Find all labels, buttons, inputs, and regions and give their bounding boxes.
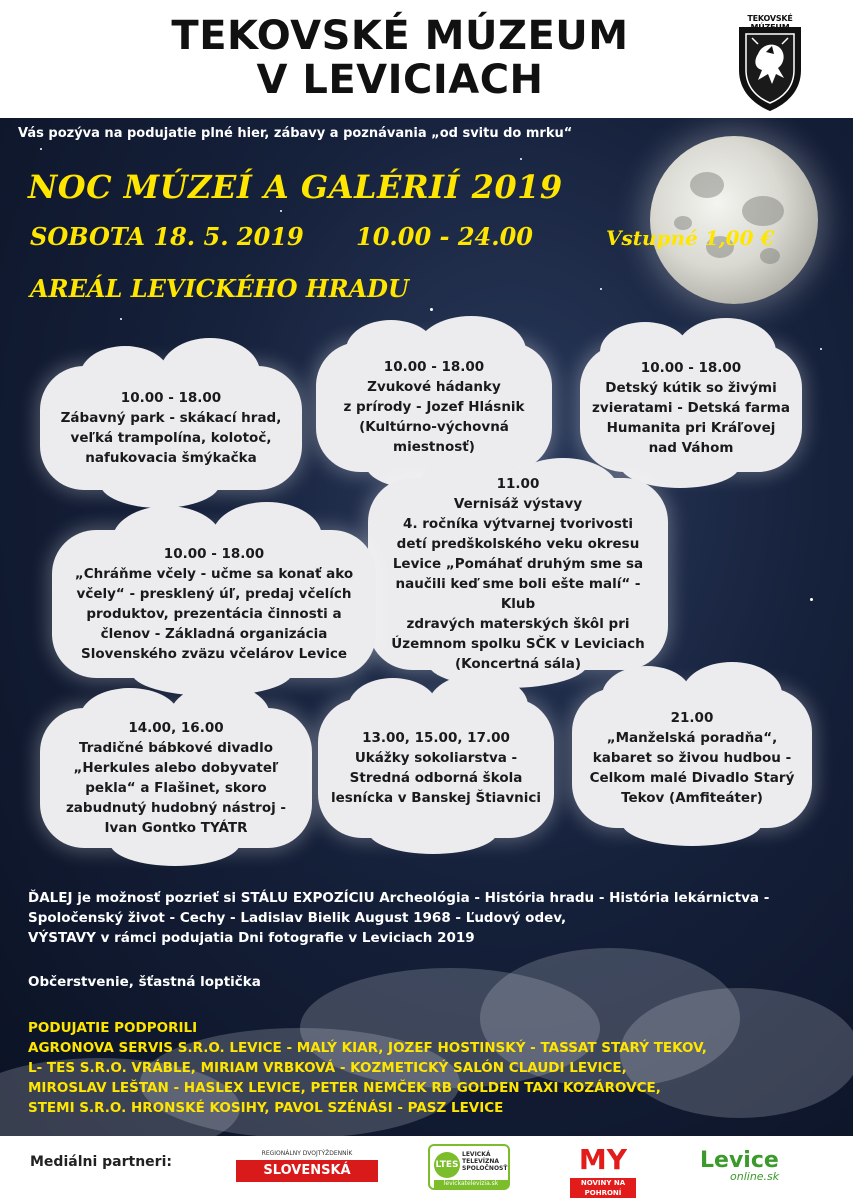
program-line: Humanita pri Kráľovej xyxy=(606,420,776,436)
program-cloud-7 xyxy=(318,698,554,838)
program-line: „Herkules alebo dobyvateľ xyxy=(73,760,279,776)
program-time: 13.00, 15.00, 17.00 xyxy=(362,730,510,746)
info-line: Spoločenský život - Cechy - Ladislav Bielik August 1968 - Ľudový odev, xyxy=(28,910,567,926)
program-line: lesnícka v Banskej Štiavnici xyxy=(330,790,542,806)
program-cloud-6-text xyxy=(40,708,312,848)
program-time: 11.00 xyxy=(496,476,540,492)
slovenska-brana-logo[interactable] xyxy=(236,1146,378,1200)
footer-media-partners xyxy=(0,1136,853,1200)
program-line: Levice „Pomáhať druhým sme sa xyxy=(392,556,644,572)
program-line: Stredná odborná škola xyxy=(349,770,523,786)
program-line: (Kultúrno-výchovná xyxy=(359,419,509,435)
info-line: VÝSTAVY v rámci podujatia Dni fotografie v Leviciach 2019 xyxy=(28,930,475,946)
program-line: (Koncertná sála) xyxy=(454,656,582,672)
program-line: „Chráňme včely - učme sa konať ako xyxy=(74,566,354,582)
levice-online-logo[interactable] xyxy=(700,1148,820,1188)
program-line: 4. ročníka výtvarnej tvorivosti xyxy=(403,516,633,532)
program-line: Ukážky sokoliarstva - xyxy=(354,750,518,766)
sponsors-block xyxy=(28,1018,707,1118)
museum-crest-logo xyxy=(728,14,812,114)
program-line: zabudnutý hudobný nástroj - xyxy=(65,800,287,816)
program-line: Slovenského zväzu včelárov Levice xyxy=(81,646,347,662)
info-line: ĎALEJ je možnosť pozrieť si STÁLU EXPOZÍCIU Archeológia - História hradu - História lekárnictva - xyxy=(28,890,770,906)
event-date: SOBOTA 18. 5. 2019 xyxy=(30,222,304,251)
program-cloud-7-text xyxy=(318,698,554,838)
program-line: nad Váhom xyxy=(648,440,734,456)
invitation-text: Vás pozýva na podujatie plné hier, zábavy a poznávania „od svitu do mrku“ xyxy=(18,126,573,141)
program-cloud-3 xyxy=(580,344,802,472)
moon-crater xyxy=(742,196,784,226)
program-line: zdravých materských škôl pri xyxy=(406,616,630,632)
program-time: 10.00 - 18.00 xyxy=(163,546,265,562)
program-line: produktov, prezentácia činnosti a xyxy=(86,606,342,622)
star xyxy=(820,348,822,350)
crest-label: TEKOVSKÉ MÚZEUM xyxy=(747,14,793,32)
program-cloud-1 xyxy=(40,366,302,490)
sponsor-line: L- TES S.R.O. VRÁBLE, MIRIAM VRBKOVÁ - KOZMETICKÝ SALÓN CLAUDI LEVICE, xyxy=(28,1060,627,1076)
event-venue: AREÁL LEVICKÉHO HRADU xyxy=(30,274,409,303)
program-line: Detský kútik so živými xyxy=(605,380,777,396)
program-line: „Manželská poradňa“, xyxy=(606,730,778,746)
levice-online-name: Levice xyxy=(700,1148,779,1173)
program-cloud-2-text xyxy=(316,342,552,472)
program-time: 10.00 - 18.00 xyxy=(383,359,485,375)
program-line: nafukovacia šmýkačka xyxy=(85,450,257,466)
program-time: 14.00, 16.00 xyxy=(128,720,224,736)
page-title xyxy=(120,14,680,102)
program-time: 21.00 xyxy=(670,710,714,726)
ltes-name: LEVICKÁ TELEVÍZNA SPOLOČNOSŤ xyxy=(462,1151,508,1172)
program-line: Vernisáž výstavy xyxy=(453,496,583,512)
refreshments-info: Občerstvenie, šťastná loptička xyxy=(28,974,261,990)
media-partners-label: Mediálni partneri: xyxy=(30,1154,172,1170)
sponsors-heading: PODUJATIE PODPORILI xyxy=(28,1020,198,1036)
program-cloud-3-text xyxy=(580,344,802,472)
event-title: NOC MÚZEÍ A GALÉRIÍ 2019 xyxy=(28,168,563,206)
program-time: 10.00 - 18.00 xyxy=(120,390,222,406)
program-line: naučili keď sme boli ešte malí“ - Klub xyxy=(395,576,641,612)
event-time: 10.00 - 24.00 xyxy=(356,222,533,251)
star xyxy=(40,148,42,150)
header xyxy=(0,0,853,118)
moon-crater xyxy=(760,248,780,264)
my-noviny-logo[interactable] xyxy=(570,1143,636,1197)
program-line: Územnom spolku SČK v Leviciach xyxy=(391,636,645,652)
program-cloud-5-text xyxy=(52,530,376,678)
full-moon-icon xyxy=(650,136,818,304)
moon-crater xyxy=(690,172,724,198)
program-cloud-4 xyxy=(368,478,668,670)
program-cloud-1-text xyxy=(40,366,302,490)
star xyxy=(520,158,522,160)
program-line: miestnosť) xyxy=(393,439,475,455)
program-cloud-5 xyxy=(52,530,376,678)
program-line: Celkom malé Divadlo Starý xyxy=(589,770,795,786)
program-cloud-6 xyxy=(40,708,312,848)
program-line: zvieratami - Detská farma xyxy=(592,400,790,416)
ltes-icon: LTES xyxy=(434,1152,460,1178)
program-cloud-8-text xyxy=(572,688,812,828)
program-line: Tekov (Amfiteáter) xyxy=(621,790,763,806)
program-line: z prírody - Jozef Hlásnik xyxy=(343,399,525,415)
title-line-1: TEKOVSKÉ MÚZEUM xyxy=(171,13,629,59)
star xyxy=(430,308,433,311)
program-time: 10.00 - 18.00 xyxy=(640,360,742,376)
program-line: detí predškolského veku okresu xyxy=(396,536,640,552)
program-cloud-4-text xyxy=(368,478,668,670)
levice-online-sub: online.sk xyxy=(730,1170,780,1183)
program-line: Ivan Gontko TYÁTR xyxy=(104,820,248,836)
exhibition-info xyxy=(28,888,769,948)
program-line: pekla“ a Flašinet, skoro xyxy=(85,780,267,796)
ltes-logo[interactable] xyxy=(428,1144,510,1190)
sponsor-line: MIROSLAV LEŠTAN - HASLEX LEVICE, PETER NEMČEK RB GOLDEN TAXI KOZÁROVCE, xyxy=(28,1080,661,1096)
star xyxy=(810,598,813,601)
entry-fee: Vstupné 1,00 € xyxy=(606,226,775,250)
program-line: kabaret so živou hudbou - xyxy=(592,750,792,766)
slovenska-brana-tagline: REGIONÁLNY DVOJTÝŽDENNÍK xyxy=(261,1150,353,1157)
ltes-url: levickatelevizia.sk xyxy=(434,1180,508,1188)
program-line: Tradičné bábkové divadlo xyxy=(78,740,273,756)
star xyxy=(600,288,602,290)
night-sky-background xyxy=(0,118,853,1136)
program-line: Zábavný park - skákací hrad, xyxy=(60,410,282,426)
program-cloud-2 xyxy=(316,342,552,472)
slovenska-brana-name: SLOVENSKÁ BRÁNA xyxy=(236,1160,378,1182)
program-cloud-8 xyxy=(572,688,812,828)
program-line: včely“ - presklený úľ, predaj včelích xyxy=(76,586,352,602)
program-line: Zvukové hádanky xyxy=(367,379,501,395)
my-logo-sub: NOVINY NA POHRONÍ xyxy=(570,1178,636,1198)
program-line: veľká trampolína, kolotoč, xyxy=(70,430,272,446)
star xyxy=(280,210,282,212)
my-logo-name: MY xyxy=(578,1143,628,1176)
star xyxy=(120,318,122,320)
title-line-2: V LEVICIACH xyxy=(256,57,544,103)
program-line: členov - Základná organizácia xyxy=(100,626,328,642)
sponsor-line: STEMI S.R.O. HRONSKÉ KOSIHY, PAVOL SZÉNÁSI - PASZ LEVICE xyxy=(28,1100,504,1116)
sponsor-line: AGRONOVA SERVIS S.R.O. LEVICE - MALÝ KIAR, JOZEF HOSTINSKÝ - TASSAT STARÝ TEKOV, xyxy=(28,1040,707,1056)
